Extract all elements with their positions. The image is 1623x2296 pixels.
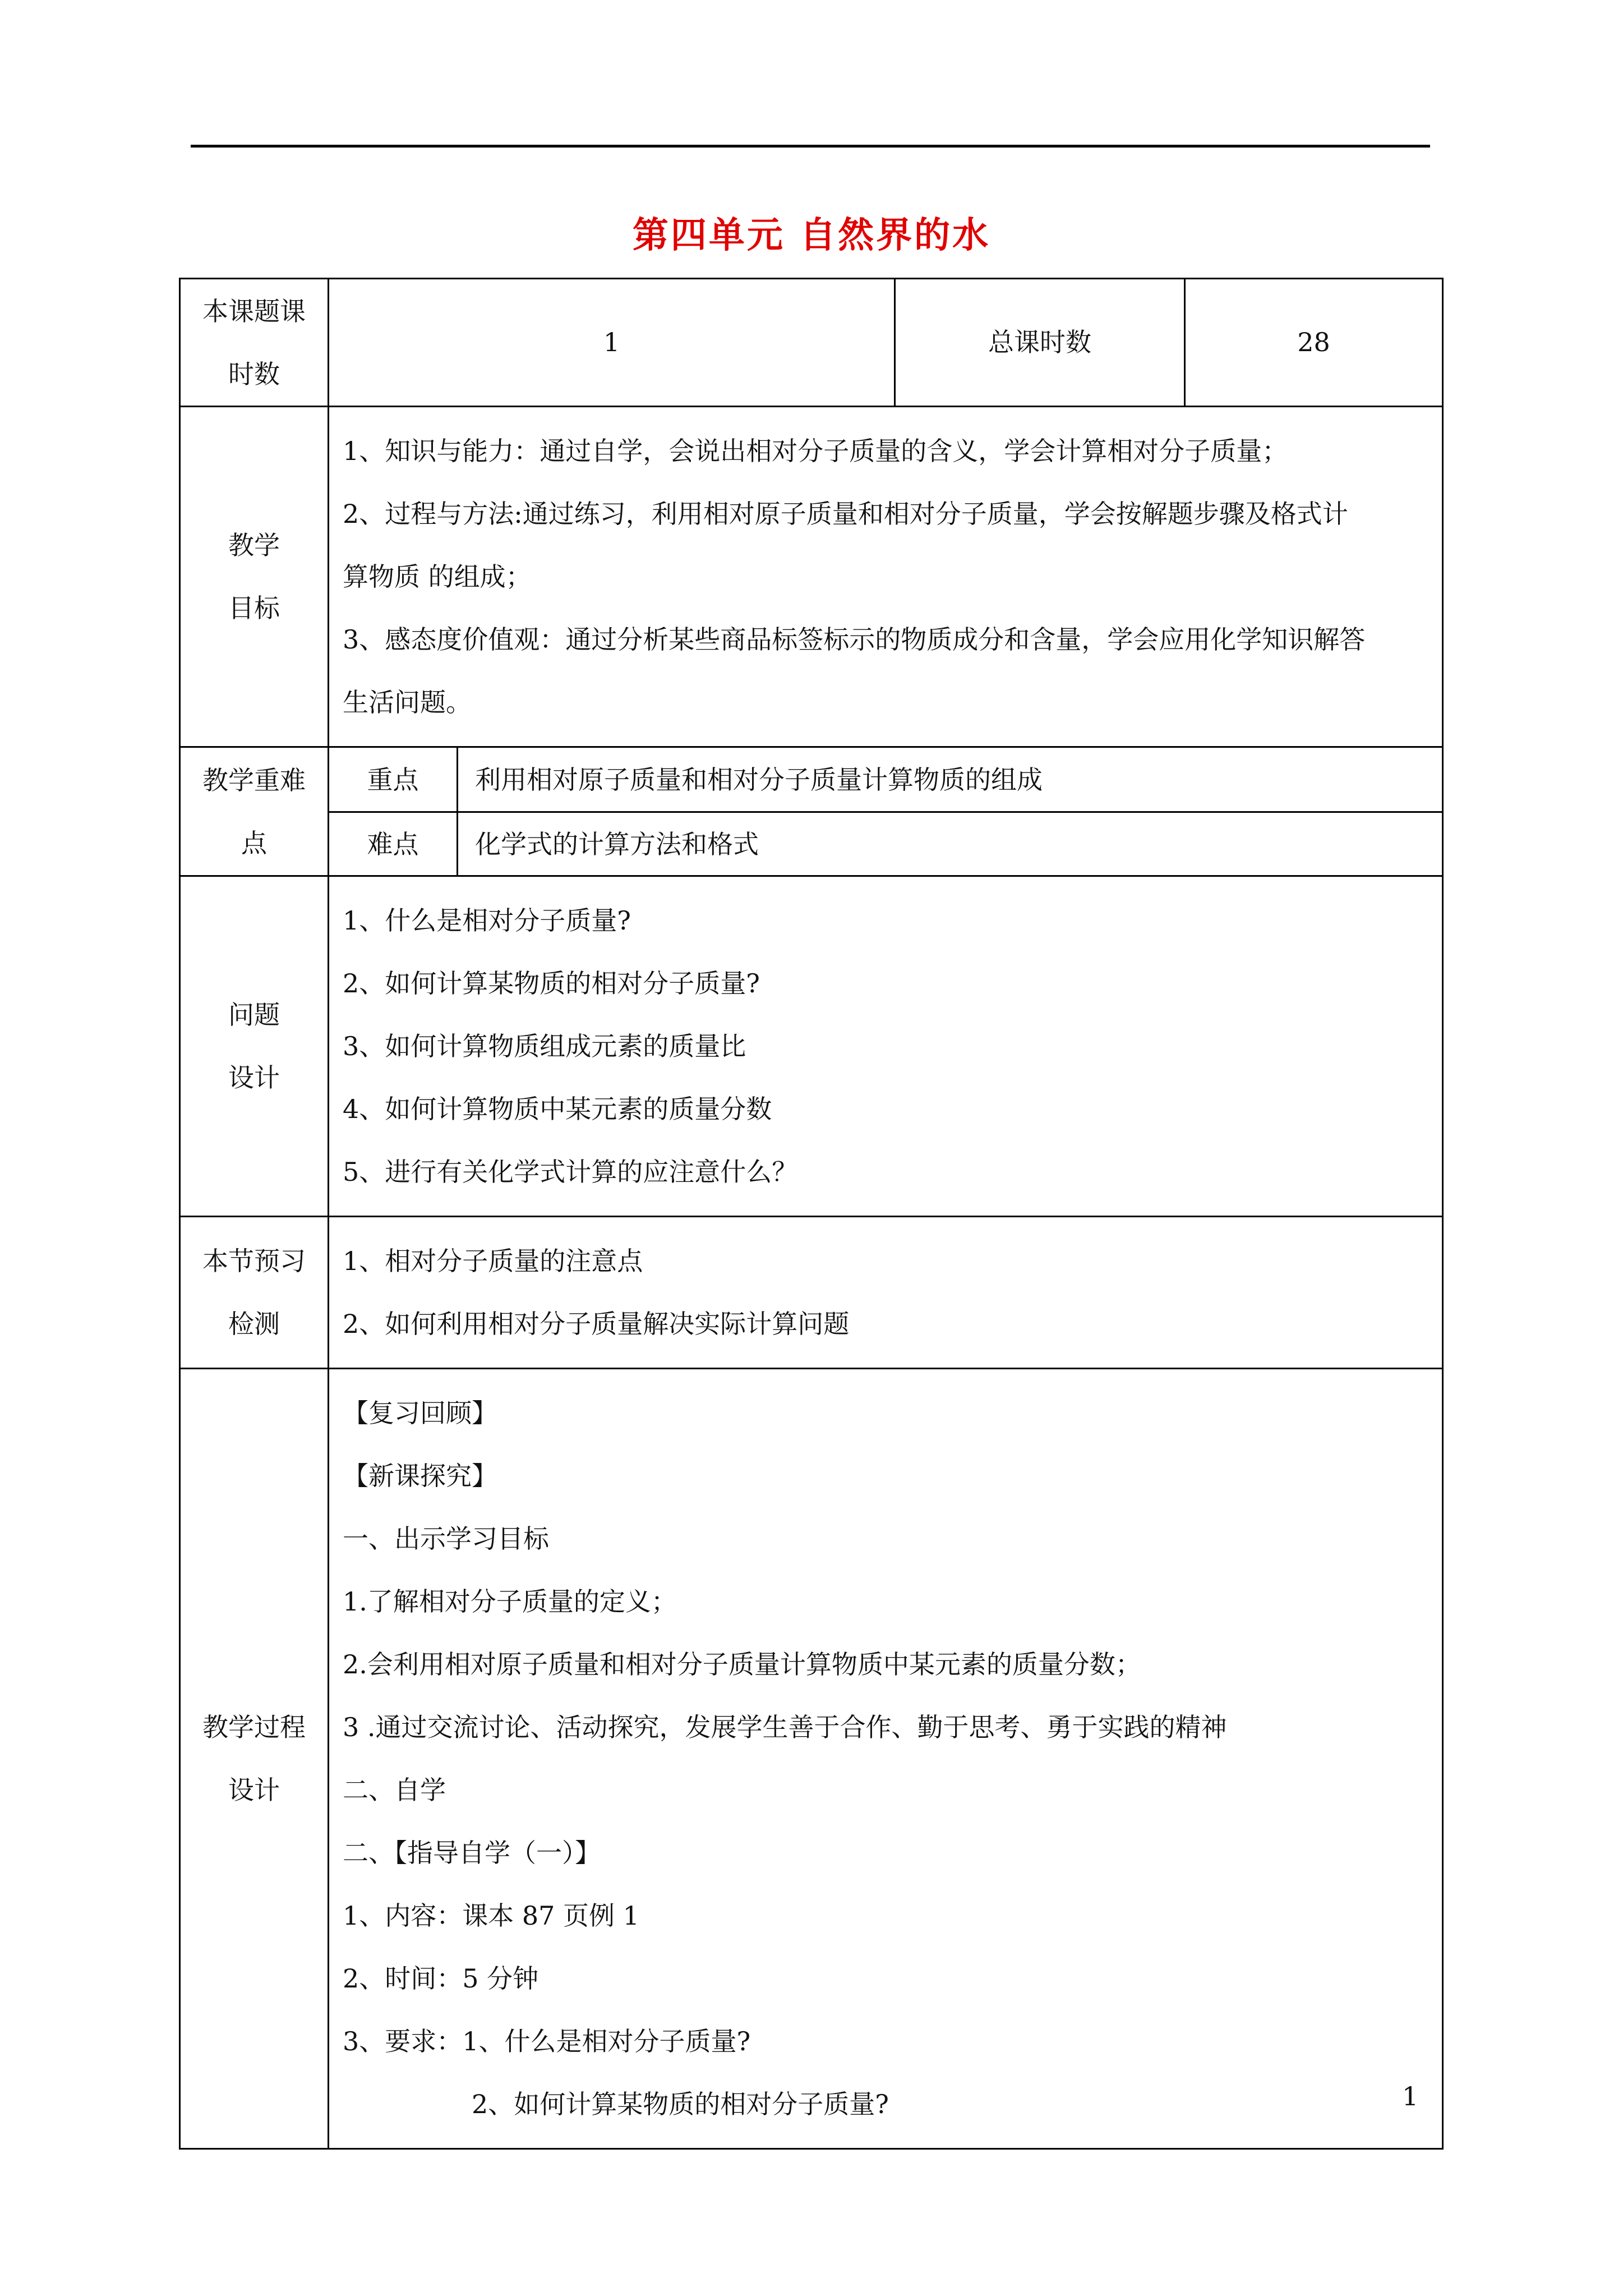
process-line: 【新课探究】 [343,1461,497,1491]
objective-line: 1、知识与能力：通过自学，会说出相对分子质量的含义，学会计算相对分子质量； [343,436,1288,466]
process-label: 教学过程 设计 [180,1369,329,2149]
process-line: 二、自学 [343,1775,446,1805]
process-line: 一、出示学习目标 [343,1524,549,1554]
difficulty-text: 化学式的计算方法和格式 [458,812,1443,876]
list-item: 1、什么是相对分子质量? [343,905,631,936]
process-line: 1、内容：课本 87 页例 1 [343,1901,639,1931]
objectives-row [180,407,1443,747]
process-line: 二、【指导自学（一）】 [343,1838,601,1868]
difficulty-row [180,812,1443,876]
header-rule [191,145,1430,148]
preview-row [180,1217,1443,1369]
objective-line: 算物质 的组成； [343,562,532,592]
focus-label: 重点 [329,747,458,812]
questions-label: 问题 设计 [180,876,329,1217]
list-item: 2、如何利用相对分子质量解决实际计算问题 [343,1309,850,1339]
lesson-plan-table [179,278,1444,2150]
process-row [180,1369,1443,2149]
process-line: 3、要求：1、什么是相对分子质量? [343,2026,751,2056]
focus-text: 利用相对原子质量和相对分子质量计算物质的组成 [458,747,1443,812]
process-line: 1.了解相对分子质量的定义； [343,1586,677,1617]
process-line: 3 .通过交流讨论、活动探究，发展学生善于合作、勤于思考、勇于实践的精神 [343,1712,1227,1742]
process-line: 2.会利用相对原子质量和相对分子质量计算物质中某元素的质量分数； [343,1649,1141,1680]
process-line: 【复习回顾】 [343,1398,497,1428]
total-hours-value: 28 [1185,279,1443,407]
preview-label: 本节预习 检测 [180,1217,329,1369]
difficulty-label: 难点 [329,812,458,876]
page-title: 第四单元 自然界的水 [632,214,991,256]
key-points-label: 教学重难 点 [180,747,329,876]
list-item: 5、进行有关化学式计算的应注意什么？ [343,1157,798,1187]
hours-row [180,279,1443,407]
list-item: 3、如何计算物质组成元素的质量比 [343,1031,746,1061]
questions-content [329,876,1443,1217]
process-line: 2、时间：5 分钟 [343,1963,539,1994]
process-content [329,1369,1443,2149]
list-item: 4、如何计算物质中某元素的质量分数 [343,1094,772,1124]
objectives-label: 教学 目标 [180,407,329,747]
preview-content [329,1217,1443,1369]
hours-label: 本课题课 时数 [180,279,329,407]
total-hours-label: 总课时数 [895,279,1185,407]
list-item: 1、相对分子质量的注意点 [343,1246,643,1276]
process-line: 2、如何计算某物质的相对分子质量? [472,2089,889,2119]
list-item: 2、如何计算某物质的相对分子质量? [343,968,760,999]
focus-row [180,747,1443,812]
objective-line: 生活问题。 [343,687,472,717]
questions-row [180,876,1443,1217]
hours-value: 1 [329,279,895,407]
objectives-content [329,407,1443,747]
page-number: 1 [1402,2081,1419,2111]
objective-line: 2、过程与方法:通过练习，利用相对原子质量和相对分子质量，学会按解题步骤及格式计 [343,499,1348,529]
objective-line: 3、感态度价值观：通过分析某些商品标签标示的物质成分和含量，学会应用化学知识解答 [343,624,1366,655]
